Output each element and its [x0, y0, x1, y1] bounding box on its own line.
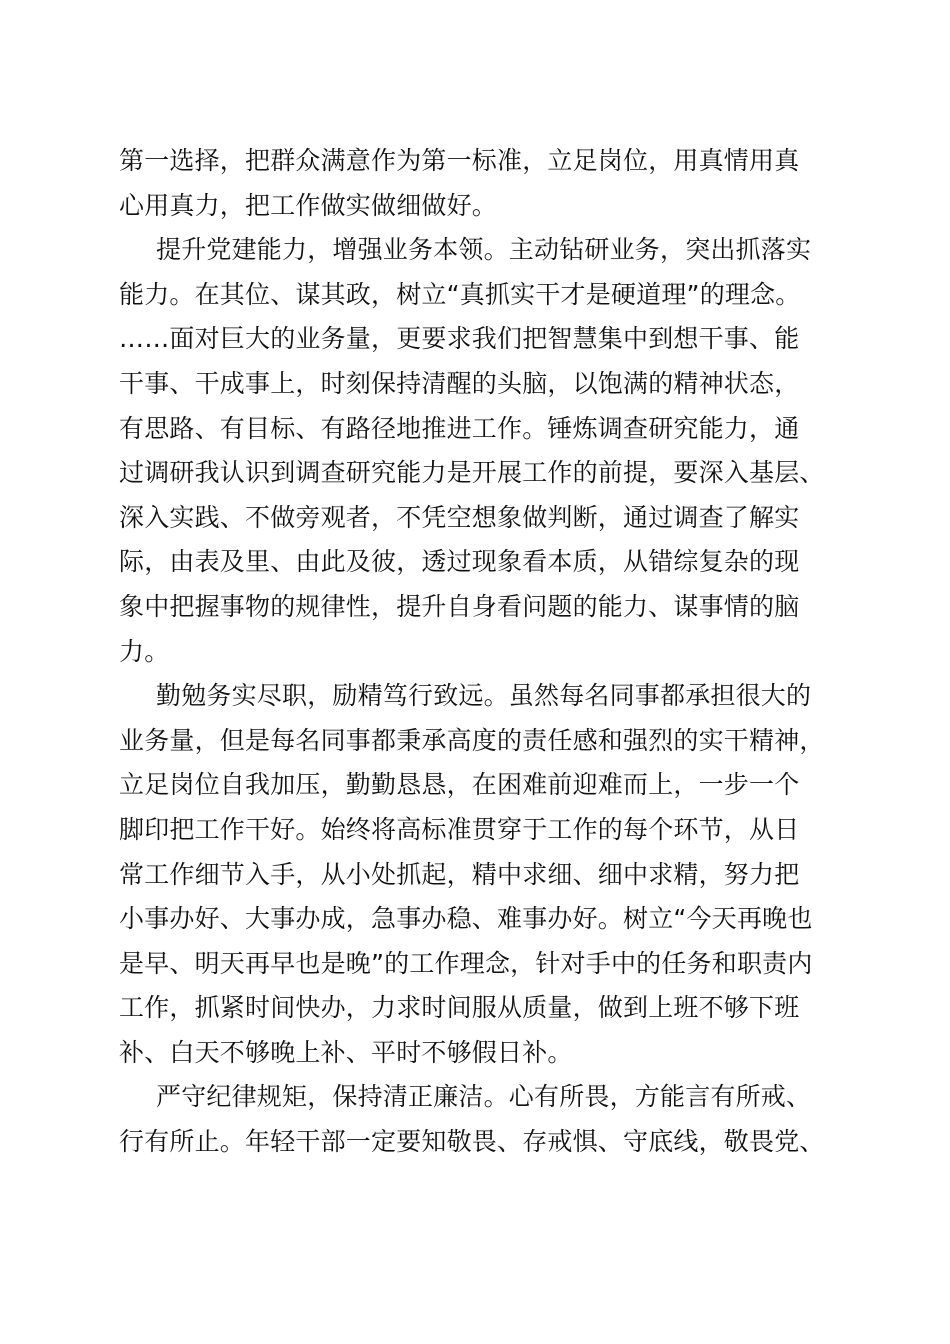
text-line: 行有所止。年轻干部一定要知敬畏、存戒惧、守底线，敬畏党、 [119, 1127, 825, 1157]
text-line: 心用真力，把工作做实做细做好。 [119, 190, 498, 220]
text-line: 工作，抓紧时间快办，力求时间服从质量，做到上班不够下班 [119, 993, 800, 1023]
text-line: ……面对巨大的业务量，更要求我们把智慧集中到想干事、能 [119, 324, 800, 354]
text-line: 第一选择，把群众满意作为第一标准，立足岗位，用真情用真 [119, 146, 800, 175]
text-line: 脚印把工作干好。始终将高标准贯穿于工作的每个环节，从日 [119, 814, 800, 844]
text-line: 象中把握事物的规律性，提升自身看问题的能力、谋事情的脑 [119, 591, 800, 621]
text-line: 能力。在其位、谋其政，树立“真抓实干才是硬道理”的理念。 [119, 279, 801, 309]
text-line: 际，由表及里、由此及彼，透过现象看本质，从错综复杂的现 [119, 547, 800, 577]
text-line: 常工作细节入手，从小处抓起，精中求细、细中求精，努力把 [119, 859, 800, 889]
text-line: 深入实践、不做旁观者，不凭空想象做判断，通过调查了解实 [119, 502, 800, 532]
text-line: 干事、干成事上，时刻保持清醒的头脑，以饱满的精神状态， [119, 368, 800, 398]
text-line: 补、白天不够晚上补、平时不够假日补。 [119, 1037, 573, 1067]
text-line: 有思路、有目标、有路径地推进工作。锤炼调查研究能力，通 [119, 413, 800, 443]
paragraph-start-line: 勤勉务实尽职，励精笃行致远。虽然每名同事都承担很大的 [156, 681, 812, 711]
text-line: 力。 [119, 636, 170, 666]
text-line: 业务量，但是每名同事都秉承高度的责任感和强烈的实干精神， [119, 725, 825, 755]
text-line: 过调研我认识到调查研究能力是开展工作的前提，要深入基层、 [119, 458, 825, 488]
paragraph-start-line: 提升党建能力，增强业务本领。主动钻研业务，突出抓落实 [156, 235, 812, 265]
paragraph-start-line: 严守纪律规矩，保持清正廉洁。心有所畏，方能言有所戒、 [156, 1082, 812, 1112]
text-line: 是早、明天再早也是晚”的工作理念，针对手中的任务和职责内 [119, 948, 813, 978]
text-line: 立足岗位自我加压，勤勤恳恳，在困难前迎难而上，一步一个 [119, 770, 800, 800]
text-line: 小事办好、大事办成，急事办稳、难事办好。树立“今天再晚也 [119, 904, 813, 934]
document-body [119, 139, 839, 1165]
